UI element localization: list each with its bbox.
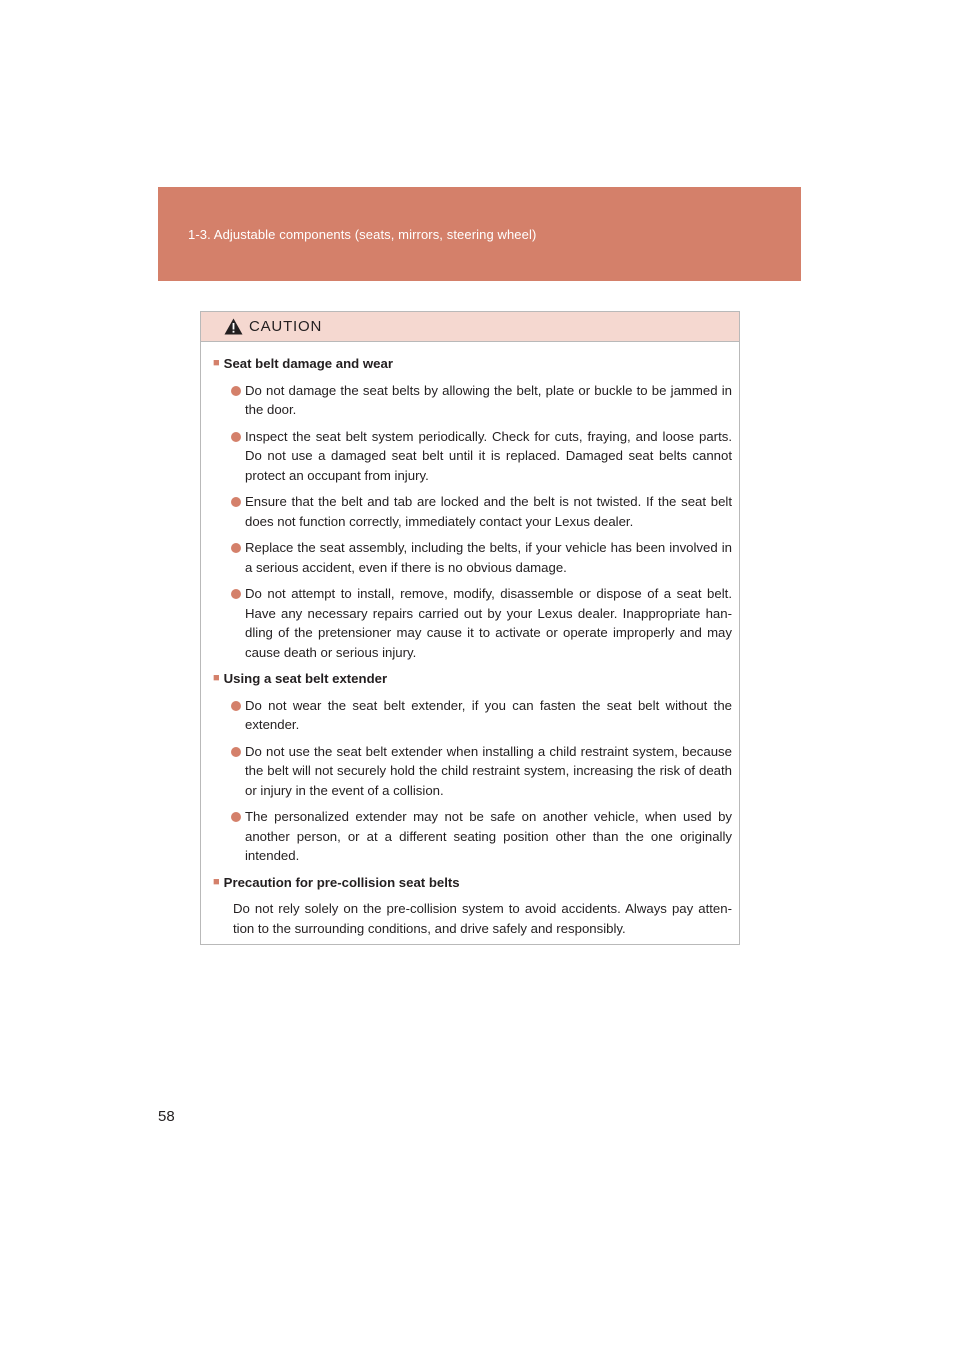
caution-label: CAUTION	[249, 318, 323, 335]
square-bullet-icon: ■	[213, 357, 220, 369]
section-header-band	[158, 187, 801, 281]
paragraph: Do not rely solely on the pre-collision system to avoid accidents. Always pay atten-tion to the surrounding conditions, and drive safely and responsibly.	[233, 901, 732, 936]
section-heading: ■ Using a seat belt extender	[213, 669, 732, 689]
caution-header	[201, 312, 739, 342]
round-bullet-icon	[231, 812, 241, 822]
caution-box	[200, 311, 740, 945]
list-item: The personalized extender may not be safe on another vehicle, when used by another person, or at a different seating position other than the one originally intended.	[225, 807, 732, 866]
list-item: Do not use the seat belt extender when installing a child restraint system, because the belt will not securely hold the child restraint system, increasing the risk of death or injury in the event of a collision.	[225, 742, 732, 801]
round-bullet-icon	[231, 497, 241, 507]
section-title: 1-3. Adjustable components (seats, mirrors, steering wheel)	[188, 227, 537, 242]
list-item: Ensure that the belt and tab are locked and the belt is not twisted. If the seat belt does not function correctly, immediately contact your Lexus dealer.	[225, 492, 732, 531]
round-bullet-icon	[231, 747, 241, 757]
list-item: Inspect the seat belt system periodically. Check for cuts, fraying, and loose parts. Do not use a damaged seat belt until it is replaced. Damaged seat belts cannot protect an occupant from injury.	[225, 427, 732, 486]
section-heading: ■ Precaution for pre-collision seat belts	[213, 873, 732, 893]
square-bullet-icon: ■	[213, 875, 220, 888]
warning-triangle-icon	[224, 318, 243, 335]
square-bullet-icon: ■	[213, 672, 220, 684]
list-item: Replace the seat assembly, including the belts, if your vehicle has been involved in a serious accident, even if there is no obvious damage.	[225, 538, 732, 577]
round-bullet-icon	[231, 589, 241, 599]
round-bullet-icon	[231, 432, 241, 442]
page-number: 58	[158, 1108, 175, 1125]
caution-body	[201, 342, 739, 938]
section-heading: ■ Seat belt damage and wear	[213, 354, 732, 374]
list-item: Do not damage the seat belts by allowing the belt, plate or buckle to be jammed in the door.	[225, 381, 732, 420]
list-item: Do not attempt to install, remove, modify, disassemble or dispose of a seat belt. Have any necessary repairs carried out by your Lexus dealer. Inappropriate han-dling of the pretensioner may cause it to activate or operate improperly and may cause death or serious injury.	[225, 584, 732, 662]
round-bullet-icon	[231, 386, 241, 396]
round-bullet-icon	[231, 543, 241, 553]
list-item: Do not wear the seat belt extender, if you can fasten the seat belt without the extender.	[225, 696, 732, 735]
round-bullet-icon	[231, 701, 241, 711]
